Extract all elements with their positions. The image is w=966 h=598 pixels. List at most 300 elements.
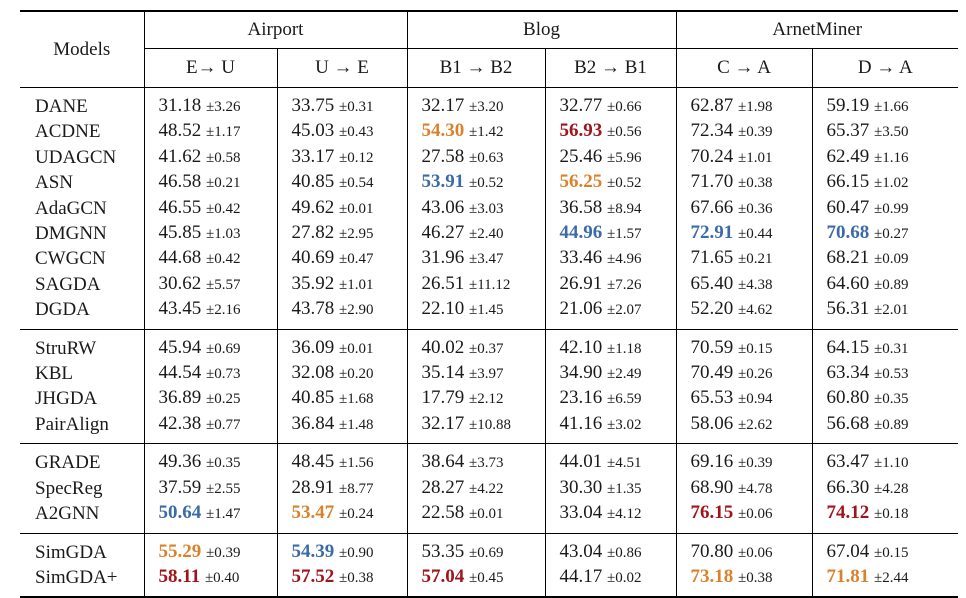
std-value: ±0.52 (469, 175, 504, 192)
std-value: ±2.12 (469, 391, 504, 408)
mean-value: 36.89 (158, 387, 202, 409)
result-cell (144, 444, 277, 476)
std-value: ±11.12 (469, 276, 511, 293)
result-cell (144, 246, 277, 271)
std-value: ±2.49 (607, 366, 642, 383)
std-value: ±1.98 (738, 99, 773, 115)
std-value: ±0.31 (339, 99, 374, 115)
result-cell (676, 501, 812, 533)
mean-value: 41.16 (559, 412, 603, 434)
result-cell (812, 533, 958, 565)
std-value: ±4.78 (738, 480, 773, 497)
std-value: ±0.06 (738, 506, 773, 523)
result-cell (676, 221, 812, 246)
result-cell (676, 329, 812, 361)
table-row (20, 412, 958, 444)
table-row (20, 145, 958, 170)
result-cell (407, 88, 545, 120)
mean-value: 44.54 (158, 362, 202, 384)
result-cell (545, 329, 676, 361)
mean-value: 71.81 (826, 565, 870, 587)
std-value: ±2.55 (206, 480, 241, 497)
mean-value: 52.20 (690, 298, 734, 320)
result-cell (676, 145, 812, 170)
mean-value: 72.91 (690, 222, 734, 244)
result-cell (407, 272, 545, 297)
std-value: ±0.31 (874, 340, 909, 357)
mean-value: 67.04 (826, 540, 870, 562)
result-cell (144, 386, 277, 411)
mean-value: 33.04 (559, 502, 603, 524)
std-value: ±0.94 (738, 391, 773, 408)
mean-value: 33.46 (559, 247, 603, 269)
result-cell (812, 444, 958, 476)
result-cell (144, 145, 277, 170)
mean-value: 43.04 (559, 540, 603, 562)
mean-value: 42.10 (559, 336, 603, 358)
model-name: SimGDA (20, 533, 144, 565)
std-value: ±0.77 (206, 416, 241, 433)
result-cell (676, 386, 812, 411)
std-value: ±5.96 (607, 149, 642, 166)
mean-value: 33.17 (291, 145, 335, 167)
result-cell (277, 221, 407, 246)
std-value: ±2.62 (738, 416, 773, 433)
std-value: ±3.20 (469, 99, 504, 115)
mean-value: 56.31 (826, 298, 870, 320)
std-value: ±1.18 (607, 340, 642, 357)
std-value: ±2.01 (874, 302, 909, 319)
result-cell (407, 329, 545, 361)
result-cell (676, 272, 812, 297)
result-cell (676, 412, 812, 444)
mean-value: 70.24 (690, 145, 734, 167)
result-cell (676, 196, 812, 221)
result-cell (812, 412, 958, 444)
model-name: PairAlign (20, 412, 144, 444)
std-value: ±3.02 (607, 416, 642, 433)
result-cell (545, 297, 676, 329)
std-value: ±1.42 (469, 124, 504, 141)
mean-value: 63.34 (826, 362, 870, 384)
result-cell (812, 501, 958, 533)
std-value: ±2.07 (607, 302, 642, 319)
result-cell (277, 361, 407, 386)
mean-value: 22.10 (421, 298, 465, 320)
mean-value: 59.19 (826, 95, 870, 116)
std-value: ±0.12 (339, 149, 374, 166)
mean-value: 71.70 (690, 171, 734, 193)
mean-value: 33.75 (291, 95, 335, 116)
std-value: ±3.73 (469, 455, 504, 472)
std-value: ±0.42 (206, 200, 241, 217)
mean-value: 38.64 (421, 451, 465, 473)
task-header: B1 → B2 (407, 49, 545, 88)
std-value: ±0.36 (738, 200, 773, 217)
result-cell (407, 533, 545, 565)
result-cell (676, 246, 812, 271)
std-value: ±0.52 (607, 175, 642, 192)
std-value: ±0.15 (874, 544, 909, 561)
mean-value: 58.11 (158, 565, 201, 587)
result-cell (812, 361, 958, 386)
std-value: ±0.90 (339, 544, 374, 561)
mean-value: 54.39 (291, 540, 335, 562)
mean-value: 27.82 (291, 222, 335, 244)
std-value: ±2.16 (206, 302, 241, 319)
std-value: ±0.63 (469, 149, 504, 166)
results-table (20, 10, 958, 598)
mean-value: 50.64 (158, 502, 202, 524)
mean-value: 21.06 (559, 298, 603, 320)
result-cell (407, 221, 545, 246)
std-value: ±1.02 (874, 175, 909, 192)
result-cell (545, 361, 676, 386)
mean-value: 44.17 (559, 565, 603, 587)
std-value: ±2.40 (469, 226, 504, 243)
std-value: ±0.01 (469, 506, 504, 523)
std-value: ±1.68 (339, 391, 374, 408)
std-value: ±0.01 (339, 340, 374, 357)
table-row (20, 221, 958, 246)
std-value: ±6.59 (607, 391, 642, 408)
std-value: ±2.95 (339, 226, 374, 243)
result-cell (545, 412, 676, 444)
std-value: ±8.94 (607, 200, 642, 217)
result-cell (407, 297, 545, 329)
mean-value: 45.94 (158, 336, 202, 358)
std-value: ±0.66 (607, 99, 642, 115)
std-value: ±1.01 (339, 276, 374, 293)
mean-value: 64.60 (826, 272, 870, 294)
result-cell (144, 170, 277, 195)
result-cell (407, 119, 545, 144)
group-header-arnetminer: ArnetMiner (676, 11, 958, 49)
mean-value: 60.47 (826, 196, 870, 218)
result-cell (545, 196, 676, 221)
std-value: ±0.53 (874, 366, 909, 383)
result-cell (277, 533, 407, 565)
mean-value: 44.68 (158, 247, 202, 269)
model-name: DGDA (20, 297, 144, 329)
model-name: SAGDA (20, 272, 144, 297)
result-cell (277, 297, 407, 329)
result-cell (407, 444, 545, 476)
mean-value: 49.62 (291, 196, 335, 218)
model-name: SpecReg (20, 476, 144, 501)
std-value: ±0.86 (607, 544, 642, 561)
result-cell (545, 145, 676, 170)
std-value: ±2.90 (339, 302, 374, 319)
std-value: ±0.35 (206, 455, 241, 472)
std-value: ±0.43 (339, 124, 374, 141)
result-cell (812, 272, 958, 297)
result-cell (812, 246, 958, 271)
model-name: JHGDA (20, 386, 144, 411)
std-value: ±0.20 (339, 366, 374, 383)
model-name: DANE (20, 88, 144, 120)
result-cell (545, 119, 676, 144)
result-cell (144, 329, 277, 361)
std-value: ±1.48 (339, 416, 374, 433)
mean-value: 70.68 (826, 222, 870, 244)
mean-value: 65.53 (690, 387, 734, 409)
result-cell (812, 119, 958, 144)
result-cell (407, 145, 545, 170)
std-value: ±0.69 (206, 340, 241, 357)
mean-value: 22.58 (421, 502, 465, 524)
mean-value: 35.14 (421, 362, 465, 384)
std-value: ±0.89 (874, 276, 909, 293)
mean-value: 17.79 (421, 387, 465, 409)
std-value: ±0.21 (206, 175, 241, 192)
model-name: KBL (20, 361, 144, 386)
mean-value: 72.34 (690, 120, 734, 142)
std-value: ±0.39 (738, 455, 773, 472)
mean-value: 70.59 (690, 336, 734, 358)
mean-value: 43.78 (291, 298, 335, 320)
models-header: Models (20, 11, 144, 88)
std-value: ±4.62 (738, 302, 773, 319)
result-cell (545, 88, 676, 120)
std-value: ±4.96 (607, 251, 642, 268)
mean-value: 44.01 (559, 451, 603, 473)
mean-value: 32.08 (291, 362, 335, 384)
result-cell (676, 533, 812, 565)
result-cell (277, 412, 407, 444)
mean-value: 45.85 (158, 222, 202, 244)
model-name: UDAGCN (20, 145, 144, 170)
result-cell (545, 501, 676, 533)
result-cell (812, 196, 958, 221)
mean-value: 41.62 (158, 145, 202, 167)
mean-value: 27.58 (421, 145, 465, 167)
model-name: A2GNN (20, 501, 144, 533)
std-value: ±0.47 (339, 251, 374, 268)
result-cell (812, 145, 958, 170)
result-cell (407, 196, 545, 221)
mean-value: 65.37 (826, 120, 870, 142)
result-cell (277, 145, 407, 170)
result-cell (812, 297, 958, 329)
mean-value: 30.30 (559, 476, 603, 498)
mean-value: 76.15 (690, 502, 734, 524)
std-value: ±0.73 (206, 366, 241, 383)
std-value: ±0.38 (738, 175, 773, 192)
std-value: ±0.39 (206, 544, 241, 561)
result-cell (144, 412, 277, 444)
mean-value: 64.15 (826, 336, 870, 358)
std-value: ±0.38 (339, 569, 374, 586)
std-value: ±8.77 (339, 480, 374, 497)
std-value: ±0.54 (339, 175, 374, 192)
mean-value: 32.17 (421, 95, 465, 116)
result-cell (144, 272, 277, 297)
result-cell (144, 501, 277, 533)
mean-value: 23.16 (559, 387, 603, 409)
table-row (20, 533, 958, 565)
mean-value: 56.93 (559, 120, 603, 142)
result-cell (676, 297, 812, 329)
model-name: CWGCN (20, 246, 144, 271)
std-value: ±1.03 (206, 226, 241, 243)
model-name: DMGNN (20, 221, 144, 246)
table-row (20, 170, 958, 195)
result-cell (144, 196, 277, 221)
std-value: ±4.28 (874, 480, 909, 497)
result-cell (676, 444, 812, 476)
mean-value: 70.49 (690, 362, 734, 384)
result-cell (277, 272, 407, 297)
mean-value: 71.65 (690, 247, 734, 269)
result-cell (144, 533, 277, 565)
std-value: ±1.35 (607, 480, 642, 497)
mean-value: 49.36 (158, 451, 202, 473)
result-cell (277, 386, 407, 411)
mean-value: 40.85 (291, 171, 335, 193)
mean-value: 31.96 (421, 247, 465, 269)
result-cell (812, 170, 958, 195)
std-value: ±0.02 (607, 569, 642, 586)
mean-value: 48.52 (158, 120, 202, 142)
std-value: ±0.44 (738, 226, 773, 243)
std-value: ±4.22 (469, 480, 504, 497)
mean-value: 54.30 (421, 120, 465, 142)
group-header-blog: Blog (407, 11, 676, 49)
result-cell (407, 565, 545, 597)
mean-value: 26.91 (559, 272, 603, 294)
mean-value: 68.21 (826, 247, 870, 269)
table-row (20, 501, 958, 533)
std-value: ±3.50 (874, 124, 909, 141)
mean-value: 32.77 (559, 95, 603, 116)
result-cell (545, 221, 676, 246)
result-cell (407, 361, 545, 386)
mean-value: 66.15 (826, 171, 870, 193)
std-value: ±4.12 (607, 506, 642, 523)
result-cell (545, 246, 676, 271)
std-value: ±4.51 (607, 455, 642, 472)
std-value: ±2.44 (874, 569, 909, 586)
result-cell (676, 565, 812, 597)
result-cell (277, 88, 407, 120)
model-name: AdaGCN (20, 196, 144, 221)
result-cell (676, 170, 812, 195)
std-value: ±4.38 (738, 276, 773, 293)
mean-value: 67.66 (690, 196, 734, 218)
result-cell (144, 119, 277, 144)
mean-value: 36.58 (559, 196, 603, 218)
mean-value: 32.17 (421, 412, 465, 434)
mean-value: 46.55 (158, 196, 202, 218)
result-cell (144, 565, 277, 597)
std-value: ±3.26 (206, 99, 241, 115)
mean-value: 56.25 (559, 171, 603, 193)
std-value: ±0.18 (874, 506, 909, 523)
std-value: ±0.40 (204, 569, 240, 586)
std-value: ±0.06 (738, 544, 773, 561)
mean-value: 55.29 (158, 540, 202, 562)
task-header: U → E (277, 49, 407, 88)
mean-value: 44.96 (559, 222, 603, 244)
mean-value: 43.45 (158, 298, 202, 320)
mean-value: 34.90 (559, 362, 603, 384)
result-cell (277, 246, 407, 271)
mean-value: 53.91 (421, 171, 465, 193)
mean-value: 31.18 (158, 95, 202, 116)
std-value: ±1.57 (607, 226, 642, 243)
result-cell (545, 533, 676, 565)
result-cell (277, 565, 407, 597)
model-name: StruRW (20, 329, 144, 361)
mean-value: 46.58 (158, 171, 202, 193)
table-row (20, 246, 958, 271)
result-cell (812, 88, 958, 120)
table-row (20, 329, 958, 361)
mean-value: 66.30 (826, 476, 870, 498)
result-cell (812, 476, 958, 501)
std-value: ±1.45 (469, 302, 504, 319)
model-name: SimGDA+ (20, 565, 144, 597)
result-cell (545, 565, 676, 597)
result-cell (407, 170, 545, 195)
std-value: ±0.39 (738, 124, 773, 141)
std-value: ±0.37 (469, 340, 504, 357)
result-cell (144, 297, 277, 329)
std-value: ±0.15 (738, 340, 773, 357)
table-row (20, 272, 958, 297)
result-cell (676, 88, 812, 120)
std-value: ±5.57 (206, 276, 241, 293)
mean-value: 40.02 (421, 336, 465, 358)
mean-value: 43.06 (421, 196, 465, 218)
std-value: ±0.99 (874, 200, 909, 217)
mean-value: 68.90 (690, 476, 734, 498)
table-row (20, 565, 958, 597)
mean-value: 26.51 (421, 272, 465, 294)
mean-value: 45.03 (291, 120, 335, 142)
std-value: ±10.88 (469, 416, 511, 433)
table-row (20, 297, 958, 329)
mean-value: 37.59 (158, 476, 202, 498)
std-value: ±0.69 (469, 544, 504, 561)
table-row (20, 444, 958, 476)
task-header: D → A (812, 49, 958, 88)
mean-value: 62.49 (826, 145, 870, 167)
std-value: ±0.25 (206, 391, 241, 408)
mean-value: 60.80 (826, 387, 870, 409)
group-header-airport: Airport (144, 11, 407, 49)
result-cell (407, 501, 545, 533)
result-cell (277, 476, 407, 501)
std-value: ±0.38 (738, 569, 773, 586)
result-cell (407, 246, 545, 271)
result-cell (407, 386, 545, 411)
mean-value: 40.85 (291, 387, 335, 409)
result-cell (144, 88, 277, 120)
result-cell (545, 272, 676, 297)
std-value: ±1.56 (339, 455, 374, 472)
mean-value: 57.52 (291, 565, 335, 587)
result-cell (676, 119, 812, 144)
result-cell (277, 196, 407, 221)
mean-value: 35.92 (291, 272, 335, 294)
result-cell (812, 221, 958, 246)
std-value: ±0.24 (339, 506, 374, 523)
std-value: ±0.89 (874, 416, 909, 433)
std-value: ±0.56 (607, 124, 642, 141)
std-value: ±0.45 (469, 569, 504, 586)
